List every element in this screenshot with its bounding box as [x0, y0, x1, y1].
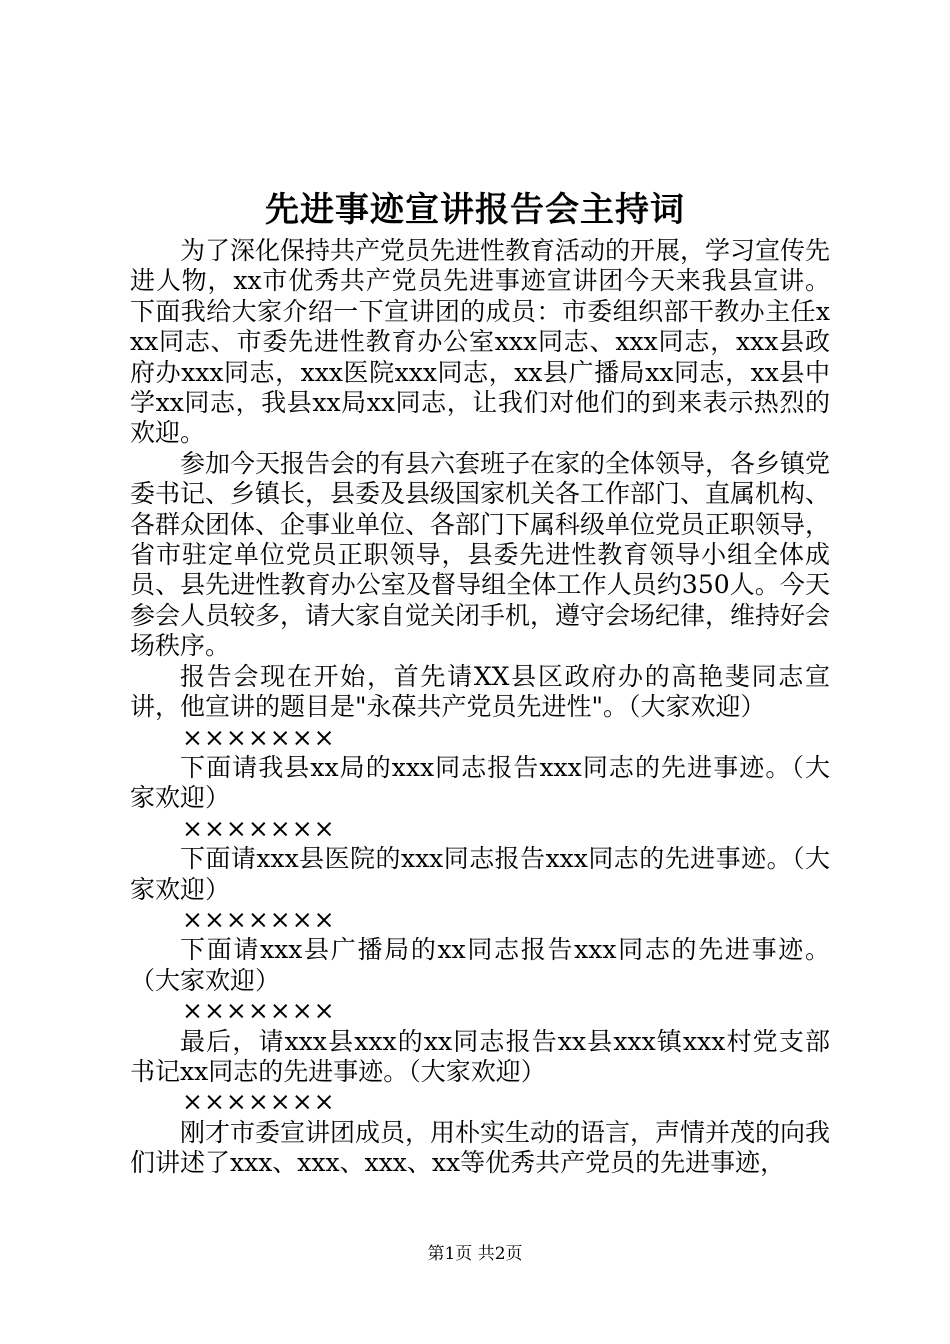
- document-title: 先进事迹宣讲报告会主持词: [265, 190, 685, 230]
- paragraph-start: 报告会现在开始，首先请XX县区政府办的高艳斐同志宣讲，他宣讲的题目是"永葆共产党员先进性"。（大家欢迎）: [130, 661, 830, 722]
- document-body: [130, 236, 830, 1179]
- page-footer: 第1页 共2页: [427, 1244, 523, 1264]
- placeholder-marks: ×××××××: [182, 1087, 336, 1117]
- paragraph-speaker-2: 下面请我县xx局的xxx同志报告xxx同志的先进事迹。（大家欢迎）: [130, 752, 830, 813]
- paragraph-summary: 刚才市委宣讲团成员，用朴实生动的语言，声情并茂的向我们讲述了xxx、xxx、xxx、xx等优秀共产党员的先进事迹，: [130, 1117, 831, 1178]
- paragraph-speaker-4: 下面请xxx县广播局的xx同志报告xxx同志的先进事迹。（大家欢迎）: [130, 935, 830, 995]
- placeholder-marks: ×××××××: [182, 996, 336, 1026]
- paragraph-intro: 为了深化保持共产党员先进性教育活动的开展，学习宣传先进人物，xx市优秀共产党员先进事迹宣讲团今天来我县宣讲。下面我给大家介绍一下宣讲团的成员：市委组织部干教办主任xxx同志、市委先进性教育办公室xxx同志、xxx同志，xxx县政府办xxx同志，xxx医院xxx同志，xx县广播局xx同志，xx县中学xx同志，我县xx局xx同志，让我们对他们的到来表示热烈的欢迎。: [130, 236, 831, 448]
- paragraph-speaker-5: 最后，请xxx县xxx的xx同志报告xx县xxx镇xxx村党支部书记xx同志的先进事迹。（大家欢迎）: [130, 1026, 830, 1086]
- paragraph-attendees: 参加今天报告会的有县六套班子在家的全体领导，各乡镇党委书记、乡镇长，县委及县级国家机关各工作部门、直属机构、各群众团体、企事业单位、各部门下属科级单位党员正职领导，省市驻定单位党员正职领导，县委先进性教育领导小组全体成员、县先进性教育办公室及督导组全体工作人员约350人。今天参会人员较多，请大家自觉关闭手机，遵守会场纪律，维持好会场秩序。: [130, 448, 831, 661]
- placeholder-marks: ×××××××: [182, 813, 336, 843]
- placeholder-marks: ×××××××: [182, 904, 336, 934]
- placeholder-marks: ×××××××: [182, 722, 336, 752]
- paragraph-speaker-3: 下面请xxx县医院的xxx同志报告xxx同志的先进事迹。（大家欢迎）: [130, 844, 830, 904]
